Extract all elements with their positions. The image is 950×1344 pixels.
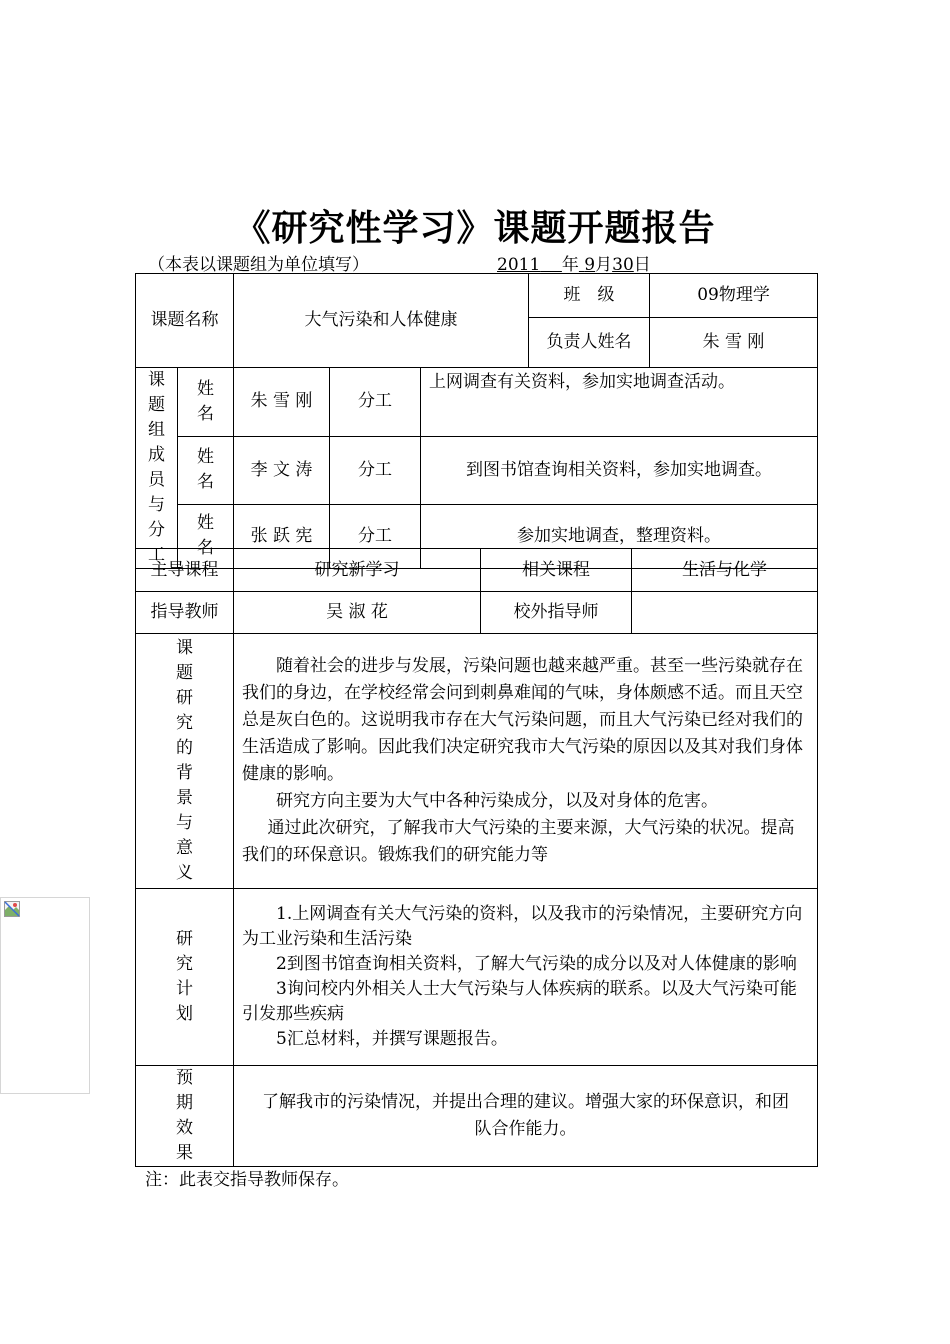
- expected-text: 了解我市的污染情况，并提出合理的建议。增强大家的环保意识，和团队合作能力。: [234, 1066, 818, 1167]
- name-label: 姓名: [178, 436, 234, 504]
- plan-item: 1.上网调查有关大气污染的资料，以及我市的污染情况，主要研究方向为工业污染和生活污染: [242, 904, 803, 949]
- member-name: 张 跃 宪: [234, 504, 330, 568]
- related-course-label: 相关课程: [481, 549, 632, 592]
- task-label: 分工: [330, 504, 421, 568]
- plan-item: 2到图书馆查询相关资料，了解大气污染的成分以及对人体健康的影响: [276, 954, 797, 974]
- main-course-label: 主导课程: [136, 549, 234, 592]
- plan-item: 5汇总材料，并撰写课题报告。: [276, 1029, 508, 1049]
- background-label: 课题研究的背景与意义: [136, 634, 234, 889]
- plan-label: 研究计划: [136, 889, 234, 1066]
- date-day: 30: [612, 255, 634, 275]
- external-teacher-value: [632, 592, 818, 634]
- member-name: 朱 雪 刚: [234, 368, 330, 437]
- leader-label: 负责人姓名: [529, 318, 650, 368]
- plan-item: 3询问校内外相关人士大气污染与人体疾病的联系。以及大气污染可能引发那些疾病: [242, 979, 797, 1024]
- plan-text: [234, 889, 818, 1066]
- member-task: 到图书馆查询相关资料，参加实地调查。: [421, 436, 818, 504]
- topic-value: 大气污染和人体健康: [234, 274, 529, 368]
- teacher-label: 指导教师: [136, 592, 234, 634]
- leader-value: 朱 雪 刚: [650, 318, 818, 368]
- expected-label: 预期效果: [136, 1066, 234, 1167]
- related-course-value: 生活与化学: [632, 549, 818, 592]
- name-label: 姓名: [178, 504, 234, 568]
- date-year: 2011: [497, 255, 541, 275]
- background-paragraph: 随着社会的进步与发展，污染问题也越来越严重。甚至一些污染就存在我们的身边，在学校经常会问到刺鼻难闻的气味，身体颇感不适。而且天空总是灰白色的。这说明我市存在大气污染问题，而且大气污染已经对我们的生活造成了影响。因此我们决定研究我市大气污染的原因以及其对我们身体健康的影响。: [242, 656, 803, 784]
- footer-note: 注：此表交指导教师保存。: [145, 1170, 349, 1190]
- details-table: [135, 548, 818, 1167]
- group-label: 课题组成员与分工: [136, 368, 178, 569]
- class-label: 班 级: [529, 274, 650, 318]
- member-name: 李 文 涛: [234, 436, 330, 504]
- class-value: 09物理学: [650, 274, 818, 318]
- teacher-value: 吴 淑 花: [234, 592, 481, 634]
- topic-label: 课题名称: [136, 274, 234, 368]
- page-title: 《研究性学习》课题开题报告: [234, 208, 716, 249]
- background-paragraph: 研究方向主要为大气中各种污染成分，以及对身体的危害。: [276, 791, 718, 811]
- date-line: 2011 年 9月30日: [497, 255, 651, 275]
- date-month: 9: [584, 255, 596, 275]
- member-task: 参加实地调查，整理资料。: [421, 504, 818, 568]
- task-label: 分工: [330, 436, 421, 504]
- background-paragraph: 通过此次研究，了解我市大气污染的主要来源，大气污染的状况。提高我们的环保意识。锻炼我们的研究能力等: [242, 818, 795, 865]
- task-label: 分工: [330, 368, 421, 437]
- main-course-value: 研究新学习: [234, 549, 481, 592]
- header-members-table: [135, 273, 818, 569]
- broken-image-placeholder: [0, 897, 90, 1094]
- external-teacher-label: 校外指导师: [481, 592, 632, 634]
- background-text: [234, 634, 818, 889]
- name-label: 姓名: [178, 368, 234, 437]
- subtitle: （本表以课题组为单位填写）: [148, 255, 369, 275]
- member-task: 上网调查有关资料，参加实地调查活动。: [421, 368, 818, 437]
- broken-image-icon: [4, 901, 20, 917]
